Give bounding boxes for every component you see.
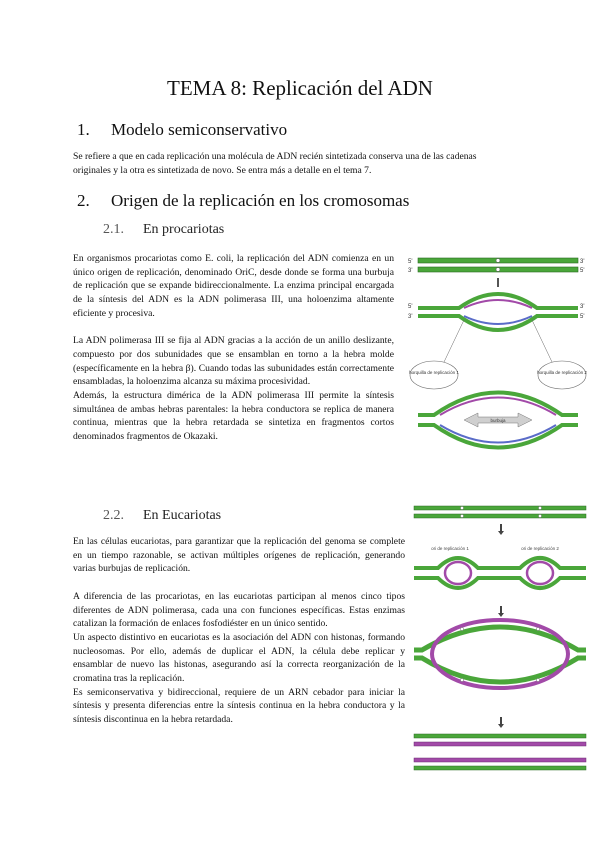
bubble-label: burbuja [490, 418, 506, 423]
prokaryote-replication-figure [404, 250, 592, 480]
eukaryote-replication-figure [410, 500, 590, 785]
parental-strand [418, 425, 578, 448]
origin-marker [496, 259, 500, 263]
parental-strand [414, 558, 586, 568]
arrow-down-icon [498, 717, 504, 728]
origin-marker [538, 506, 541, 509]
page-title: TEMA 8: Replicación del ADN [167, 76, 433, 100]
arrow-down-icon [498, 524, 504, 535]
new-strand [432, 620, 568, 688]
end-label: 3' [580, 304, 585, 310]
subsection-2-1-text [73, 252, 394, 444]
section-number: 1. [77, 120, 90, 139]
arrow-icon [497, 278, 499, 287]
paragraph: A diferencia de las procariotas, en las eucariotas participan al menos cinco tipos diferentes de ADN polimerasa, cada una con funciones específicas. Estas enzimas catalizan la formación de enlaces fosfodiéster en un único sentido. [73, 590, 405, 630]
subsection-number: 2.1. [103, 222, 124, 237]
parental-strand [418, 393, 578, 416]
origin-marker [460, 627, 463, 630]
subsection-title: En procariotas [143, 222, 225, 237]
end-label: 5' [408, 304, 413, 310]
end-label: 5' [580, 314, 585, 320]
fork-label: horquilla de replicación 1 [409, 370, 459, 375]
section-number: 2. [77, 191, 90, 210]
parental-strand [414, 766, 586, 770]
section-2-heading [77, 191, 409, 211]
subsection-number: 2.2. [103, 508, 124, 523]
fork-callout-right [538, 361, 586, 389]
paragraph: Es semiconservativa y bidireccional, requiere de un ARN cebador para iniciar la síntesis y presenta diferencias entre la síntesis continua en la hebra conductora y la síntesis discontinua en la hebra retardada. [73, 686, 405, 726]
end-label: 3' [408, 268, 413, 274]
origin-marker [460, 678, 463, 681]
origin-label: ori de replicación 1 [431, 546, 469, 551]
new-strand [445, 562, 471, 584]
paragraph: En las células eucariotas, para garantizar que la replicación del genoma se complete en un tiempo razonable, se activan múltiples orígenes de replicación, generando varias burbujas de replicación. [73, 536, 405, 575]
origin-marker [538, 514, 541, 517]
subsection-2-2-text [73, 535, 405, 727]
section-1-heading [77, 120, 287, 140]
origin-marker [536, 678, 539, 681]
paragraph: Además, la estructura dimérica de la ADN polimerasa III permite la síntesis simultánea de ambas hebras parentales: la hebra conductora se replica de manera continua, mientras que la hebra retardada se sintetiza en fragmentos cortos denominados fragmentos de Okazaki. [73, 390, 394, 443]
subsection-2-2-heading [103, 508, 221, 524]
origin-marker [536, 627, 539, 630]
end-label: 5' [580, 268, 585, 274]
parental-strand [414, 506, 586, 510]
origin-marker [496, 268, 500, 272]
parental-strand [414, 514, 586, 518]
new-strand [527, 562, 553, 584]
subsection-2-1-heading [103, 222, 224, 238]
end-label: 3' [580, 259, 585, 265]
end-label: 5' [408, 259, 413, 265]
paragraph: Un aspecto distintivo en eucariotas es la asociación del ADN con histonas, formando nucleosomas. Por ello, además de duplicar el ADN, la célula debe replicar y ensamblar de nuevo las histonas, asegurando así la correcta reorganización de la cromatina tras la replicación. [73, 631, 405, 685]
fork-label: horquilla de replicación 2 [537, 370, 587, 375]
subsection-title: En Eucariotas [143, 508, 222, 523]
fork-callout-left [410, 361, 458, 389]
new-strand [414, 758, 586, 762]
paragraph: En organismos procariotas como E. coli, la replicación del ADN comienza en un único origen de replicación, denominado OriC, desde donde se forma una burbuja de replicación que se expande bidireccionalmente. La enzima principal encargada de la síntesis del ADN es la ADN polimerasa III, una holoenzima altamente eficiente y procesiva. [73, 253, 394, 319]
parental-strand [414, 734, 586, 738]
origin-marker [460, 514, 463, 517]
origin-marker [460, 506, 463, 509]
end-label: 3' [408, 314, 413, 320]
new-strand [414, 742, 586, 746]
arrow-down-icon [498, 606, 504, 617]
paragraph: La ADN polimerasa III se fija al ADN gracias a la acción de un anillo deslizante, compuesto por dos subunidades que se ensamblan en torno a la hebra molde (específicamente en la hebra β). Cuando todas las subunidades están correctamente ensambladas, la holoenzima alcanza su máxima procesividad. [73, 335, 394, 388]
section-title: Origen de la replicación en los cromosomas [111, 191, 410, 210]
origin-label: ori de replicación 2 [521, 546, 559, 551]
parental-strand [414, 578, 586, 588]
section-1-paragraph: Se refiere a que en cada replicación una molécula de ADN recién sintetizada conserva una de las cadenas originales y la otra es sintetizada de novo. Se entra más a detalle en el tema 7. [73, 151, 477, 176]
section-title: Modelo semiconservativo [111, 120, 288, 139]
